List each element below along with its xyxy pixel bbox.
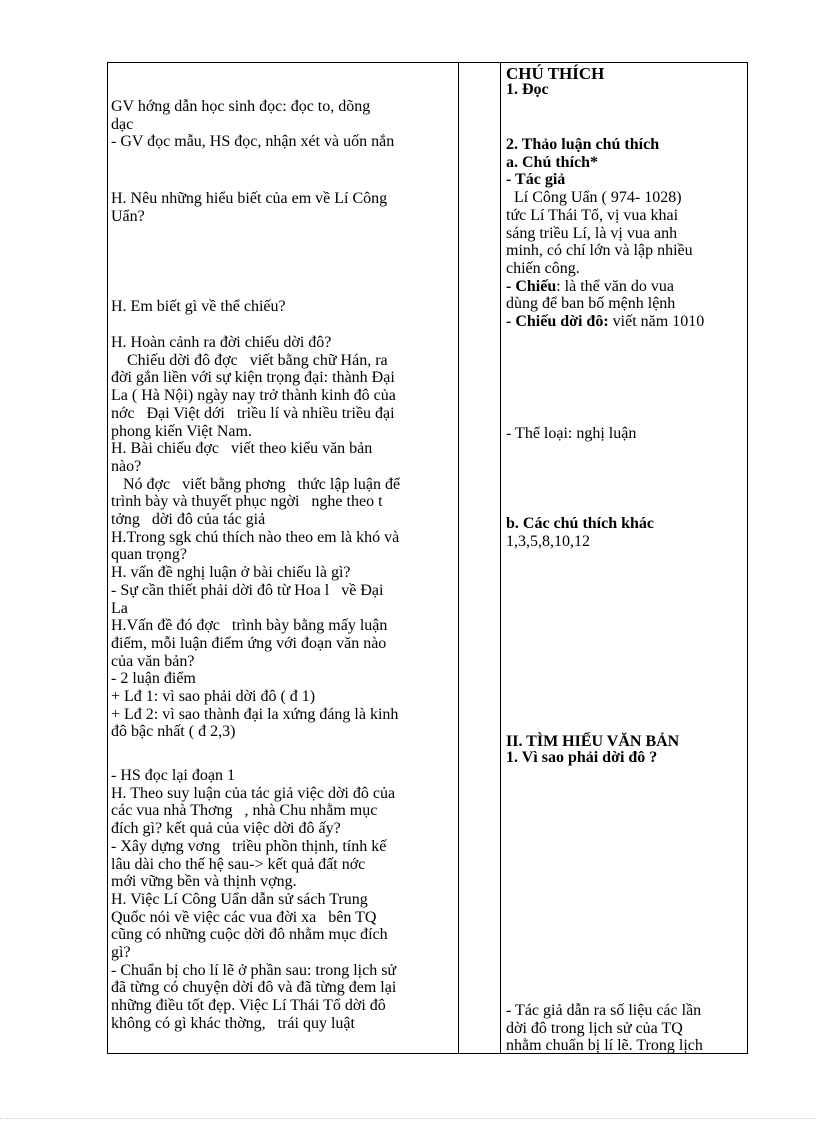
- text-line: quan trọng?: [111, 546, 187, 564]
- text-line: Nó đợc viết bằng phơng thức lập luận để: [111, 475, 401, 493]
- text-line: những điều tốt đẹp. Việc Lí Thái Tổ dời đô: [111, 997, 386, 1015]
- text-line: điểm, mỗi luận điểm ứng với đoạn văn nào: [111, 634, 387, 652]
- text-line: GV hớng dẫn học sinh đọc: đọc to, dõng: [111, 98, 371, 115]
- text-line: Quốc nói về việc các vua đời xa bên TQ: [111, 908, 377, 926]
- question-line: H.Vấn đề đó đợc trình bày bằng mấy luận: [111, 617, 388, 635]
- text-line: đô bậc nhất ( đ 2,3): [111, 723, 236, 741]
- text-line: dùng để ban bố mệnh lệnh: [506, 295, 676, 313]
- subsection-heading: b. Các chú thích khác: [506, 515, 655, 532]
- activities-column: [111, 767, 456, 1033]
- text-line: dạc: [111, 115, 134, 133]
- text-line: - Tác giả dẫn ra số liệu các lần: [506, 1002, 702, 1019]
- question-line: Uẩn?: [111, 207, 145, 225]
- activities-column: [111, 334, 456, 741]
- text-line: mới vững bền và thịnh vợng.: [111, 873, 297, 891]
- text-line: tức Lí Thái Tổ, vị vua khai: [506, 206, 679, 224]
- text-line: [506, 278, 746, 296]
- notes-column: [506, 1002, 746, 1054]
- question-line: H. Việc Lí Công Uẩn dẫn sử sách Trung: [111, 890, 368, 908]
- text-line: nớc Đại Việt dới triều lí và nhiều triều đại: [111, 404, 395, 422]
- text-line: gì?: [111, 944, 131, 962]
- text-line: La ( Hà Nội) ngày nay trở thành kinh đô của: [111, 387, 396, 405]
- text-line: sáng triều Lí, là vị vua anh: [506, 224, 678, 242]
- column-divider-left: [458, 62, 459, 1054]
- text-line: đời gắn liền với sự kiện trọng đại: thành Đại: [111, 369, 395, 387]
- term-definition: : là thể văn do vua: [556, 277, 674, 295]
- text-line: chiến công.: [506, 259, 580, 277]
- item-heading: - Tác giả: [506, 171, 566, 189]
- text-line: đích gì? kết quả của việc dời đô ấy?: [111, 820, 341, 838]
- subsection-heading: a. Chú thích*: [506, 153, 599, 171]
- term-label: - Chiếu: [506, 277, 557, 295]
- text-line: - GV đọc mẫu, HS đọc, nhận xét và uốn nắn: [111, 133, 395, 151]
- subsection-heading: 1. Đọc: [506, 81, 549, 98]
- text-line: [506, 313, 746, 331]
- notes-column: [506, 66, 746, 98]
- column-divider-right: [500, 62, 501, 1054]
- text-line: đã từng có chuyện dời đô và đã từng đem lại: [111, 979, 397, 997]
- text-line: cũng có những cuộc dời đô nhằm mục đích: [111, 926, 388, 944]
- question-line: H. Nêu những hiểu biết của em về Lí Công: [111, 190, 388, 207]
- question-line: H.Trong sgk chú thích nào theo em là khó và: [111, 528, 400, 546]
- activities-column: [111, 98, 456, 151]
- text-line: - HS đọc lại đoạn 1: [111, 767, 235, 784]
- notes-column: [506, 425, 746, 443]
- text-line: - 2 luận điểm: [111, 670, 196, 688]
- text-line: - Sự cần thiết phải dời đô từ Hoa l về Đại: [111, 581, 384, 599]
- text-line: phong kiến Việt Nam.: [111, 422, 252, 440]
- text-line: các vua nhà Thơng , nhà Chu nhằm mục: [111, 802, 378, 820]
- text-line: Lí Công Uẩn ( 974- 1028): [506, 189, 682, 207]
- notes-column: [506, 136, 746, 331]
- notes-column: [506, 515, 746, 550]
- text-line: - Chuẩn bị cho lí lẽ ở phần sau: trong lịch sử: [111, 961, 397, 979]
- subsection-heading: 1. Vì sao phải dời đô ?: [506, 749, 658, 766]
- activities-column: [111, 190, 456, 225]
- question-line: H. Bài chiếu đợc viết theo kiểu văn bản: [111, 440, 373, 458]
- text-line: nhằm chuẩn bị lí lẽ. Trong lịch: [506, 1037, 703, 1055]
- page-bottom-rule: [0, 1118, 816, 1119]
- question-line: H. Hoàn cảnh ra đời chiếu dời đô?: [111, 334, 332, 351]
- text-line: + Lđ 2: vì sao thành đại la xứng đáng là kinh: [111, 705, 399, 723]
- subsection-heading: 2. Thảo luận chú thích: [506, 136, 660, 153]
- text-line: 1,3,5,8,10,12: [506, 532, 590, 550]
- notes-column: [506, 734, 746, 766]
- text-line: La: [111, 599, 128, 617]
- text-line: của văn bản?: [111, 652, 195, 670]
- text-line: lâu dài cho thế hệ sau-> kết quả đất nớc: [111, 855, 366, 873]
- text-line: tởng dời đô của tác giả: [111, 511, 266, 529]
- text-line: dời đô trong lịch sử của TQ: [506, 1019, 683, 1037]
- text-line: - Xây dựng vơng triều phồn thịnh, tính kế: [111, 837, 387, 855]
- activities-column: [111, 298, 456, 316]
- term-label: - Chiếu dời đô:: [506, 313, 609, 331]
- text-line: trình bày và thuyết phục ngời nghe theo t: [111, 493, 383, 511]
- section-heading: CHÚ THÍCH: [506, 64, 605, 83]
- text-line: - Thể loại: nghị luận: [506, 425, 637, 442]
- question-line: H. vấn đề nghị luận ở bài chiếu là gì?: [111, 564, 351, 582]
- question-line: H. Theo suy luận của tác giả việc dời đô của: [111, 784, 396, 802]
- text-line: nào?: [111, 457, 142, 475]
- term-definition: viết năm 1010: [608, 313, 705, 331]
- text-line: không có gì khác thờng, trái quy luật: [111, 1014, 355, 1032]
- text-line: + Lđ 1: vì sao phải dời đô ( đ 1): [111, 688, 316, 706]
- text-line: Chiếu dời đô đợc viết bằng chữ Hán, ra: [111, 351, 388, 369]
- text-line: minh, có chí lớn và lập nhiều: [506, 242, 693, 260]
- section-heading: II. TÌM HIỂU VĂN BẢN: [506, 733, 680, 750]
- question-line: H. Em biết gì về thể chiếu?: [111, 298, 286, 315]
